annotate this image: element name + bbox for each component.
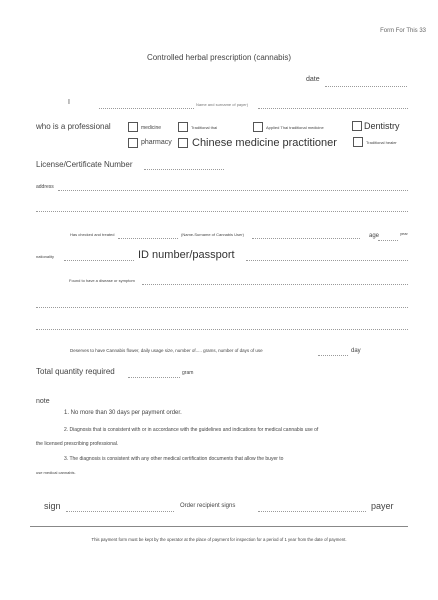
- note-1: 1. No more than 30 days per payment order.: [64, 410, 182, 416]
- note-2-line-1: 2. Diagnosis that is consistent with or in accordance with the guidelines and indications for medical cannabis use of: [64, 427, 319, 433]
- form-number: Form For This 33: [380, 28, 426, 34]
- order-recipient-label: Order recipient signs: [180, 503, 236, 509]
- id-label: ID number/passport: [138, 249, 235, 261]
- dosage-days-field[interactable]: [318, 355, 348, 356]
- payer-name-caption: Name and surname of payer): [196, 102, 249, 107]
- date-label: date: [306, 76, 320, 83]
- note-3-line-1: 3. The diagnosis is consistent with any other medical certification documents that allow the buyer to: [64, 456, 284, 462]
- professional-label: who is a professional: [36, 122, 111, 131]
- traditional-thai-checkbox[interactable]: [178, 122, 188, 132]
- nationality-field[interactable]: [64, 260, 134, 261]
- footer-divider: [30, 526, 408, 527]
- year-label: year: [400, 231, 408, 236]
- order-recipient-field[interactable]: [258, 511, 366, 512]
- symptom-label: Found to have a disease or symptom: [69, 278, 135, 283]
- pharmacy-checkbox[interactable]: [128, 138, 138, 148]
- pharmacy-label: pharmacy: [141, 139, 172, 146]
- symptom-field[interactable]: [142, 284, 408, 285]
- age-field[interactable]: [378, 240, 398, 241]
- symptom-field-line-2[interactable]: [36, 307, 408, 308]
- total-quantity-field[interactable]: [128, 377, 180, 378]
- license-label: License/Certificate Number: [36, 160, 133, 169]
- checked-treated-label: Has checked and treated: [70, 232, 115, 237]
- note-2-line-2: the licensed prescribing professional.: [36, 441, 119, 447]
- traditional-thai-label: Traditional thai: [191, 125, 218, 130]
- page-title: Controlled herbal prescription (cannabis): [146, 53, 292, 62]
- i-label: I: [68, 99, 70, 106]
- license-field[interactable]: [144, 169, 224, 170]
- dentistry-checkbox[interactable]: [352, 121, 362, 131]
- id-field[interactable]: [246, 260, 408, 261]
- symptom-field-line-3[interactable]: [36, 329, 408, 330]
- note-3-line-2: use medical cannabis.: [36, 470, 76, 475]
- gram-label: gram: [182, 370, 194, 376]
- checked-treated-field[interactable]: [118, 238, 178, 239]
- chinese-medicine-label: Chinese medicine practitioner: [192, 137, 337, 149]
- sign-label: sign: [44, 501, 61, 511]
- sign-field[interactable]: [66, 511, 174, 512]
- applied-thai-checkbox[interactable]: [253, 122, 263, 132]
- applied-thai-label: Applied Thai traditional medicine: [266, 125, 324, 130]
- age-label: age: [369, 233, 380, 239]
- address-label: address: [36, 184, 54, 190]
- day-label: day: [351, 348, 361, 354]
- dentistry-label: Dentistry: [364, 121, 400, 131]
- cannabis-user-field[interactable]: [252, 238, 360, 239]
- medicine-checkbox[interactable]: [128, 122, 138, 132]
- traditional-healer-checkbox[interactable]: [353, 137, 363, 147]
- date-field[interactable]: [325, 86, 407, 87]
- cannabis-user-caption: (Name-Surname of Cannabis User): [181, 232, 244, 237]
- nationality-label: nationality: [36, 254, 55, 259]
- i-name-field[interactable]: [99, 108, 194, 109]
- medicine-label: medicine: [141, 125, 162, 131]
- traditional-healer-label: Traditional healer: [366, 140, 397, 145]
- chinese-medicine-checkbox[interactable]: [178, 138, 188, 148]
- dosage-text: Deserves to have Cannabis flower, daily usage size, number of..... grams, number of days of use: [70, 348, 263, 353]
- payer-label: payer: [371, 501, 394, 511]
- payer-name-field[interactable]: [258, 108, 408, 109]
- address-field-line-1[interactable]: [58, 190, 408, 191]
- total-quantity-label: Total quantity required: [36, 367, 115, 376]
- note-label: note: [36, 398, 50, 405]
- address-field-line-2[interactable]: [36, 211, 408, 212]
- footer-text: This payment form must be kept by the operator at the place of payment for inspection for a period of 1 year from the date of payment.: [91, 537, 347, 542]
